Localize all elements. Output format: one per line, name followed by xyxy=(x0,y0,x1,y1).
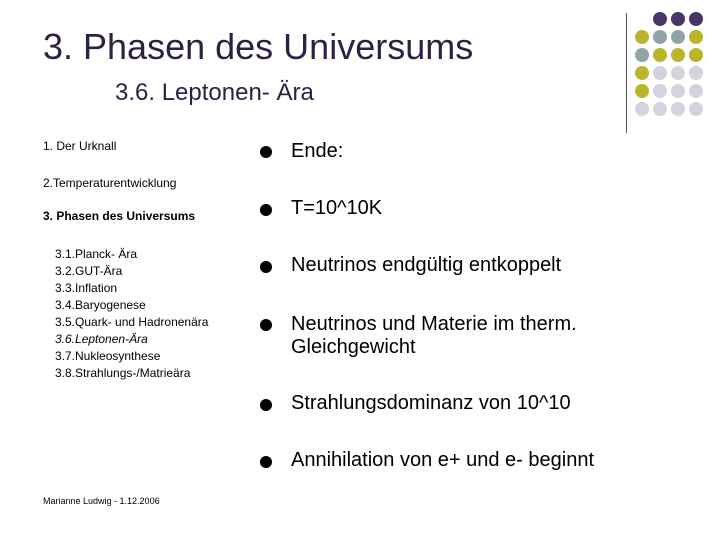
decorative-dot xyxy=(671,84,685,98)
toc-subitem: 3.5.Quark- und Hadronenära xyxy=(55,315,209,329)
decorative-dot xyxy=(653,30,667,44)
decorative-dot xyxy=(653,102,667,116)
bullet-item: Strahlungsdominanz von 10^10 xyxy=(291,392,571,414)
decorative-dot xyxy=(671,48,685,62)
bullet-item: Neutrinos und Materie im therm. Gleichgewicht xyxy=(291,313,577,358)
bullet-icon xyxy=(260,399,272,411)
decorative-dot xyxy=(671,30,685,44)
bullet-item: T=10^10K xyxy=(291,197,383,219)
toc-subitem: 3.7.Nukleosynthese xyxy=(55,349,161,363)
bullet-icon xyxy=(260,261,272,273)
divider-line xyxy=(626,13,627,133)
slide-subtitle: 3.6. Leptonen- Ära xyxy=(115,79,314,106)
toc-item-phasen: 3. Phasen des Universums xyxy=(43,209,196,223)
toc-item-urknall: 1. Der Urknall xyxy=(43,139,117,153)
toc-subitem-current: 3.6.Leptonen-Ära xyxy=(55,332,148,346)
toc-subitem: 3.3.Inflation xyxy=(55,281,118,295)
decorative-dot xyxy=(635,30,649,44)
decorative-dot xyxy=(689,48,703,62)
toc-item-temperaturentwicklung: 2.Temperaturentwicklung xyxy=(43,176,177,190)
decorative-dot xyxy=(653,84,667,98)
toc-subitem: 3.2.GUT-Ära xyxy=(55,264,123,278)
toc-subitem: 3.4.Baryogenese xyxy=(55,298,146,312)
bullet-item: Ende: xyxy=(291,140,344,162)
decorative-dot xyxy=(689,102,703,116)
decorative-dot xyxy=(689,84,703,98)
decorative-dot xyxy=(689,12,703,26)
bullet-icon xyxy=(260,204,272,216)
toc-subitem: 3.8.Strahlungs-/Matrieära xyxy=(55,366,191,380)
bullet-icon xyxy=(260,456,272,468)
decorative-dot xyxy=(653,66,667,80)
decorative-dot xyxy=(635,48,649,62)
toc-subitem: 3.1.Planck- Ära xyxy=(55,247,138,261)
slide-title: 3. Phasen des Universums xyxy=(43,26,474,67)
bullet-item: Annihilation von e+ und e- beginnt xyxy=(291,449,595,471)
decorative-dot xyxy=(689,66,703,80)
toc-subitems xyxy=(55,246,208,382)
bullet-item: Neutrinos endgültig entkoppelt xyxy=(291,254,562,276)
bullet-icon xyxy=(260,146,272,158)
decorative-dot xyxy=(635,102,649,116)
bullet-icon xyxy=(260,319,272,331)
decorative-dot-grid xyxy=(633,10,720,126)
footer-author-date: Marianne Ludwig - 1.12.2006 xyxy=(43,496,160,506)
decorative-dot xyxy=(671,66,685,80)
decorative-dot xyxy=(635,84,649,98)
decorative-dot xyxy=(635,66,649,80)
decorative-dot xyxy=(671,12,685,26)
decorative-dot xyxy=(671,102,685,116)
decorative-dot xyxy=(653,48,667,62)
decorative-dot xyxy=(689,30,703,44)
decorative-dot xyxy=(653,12,667,26)
